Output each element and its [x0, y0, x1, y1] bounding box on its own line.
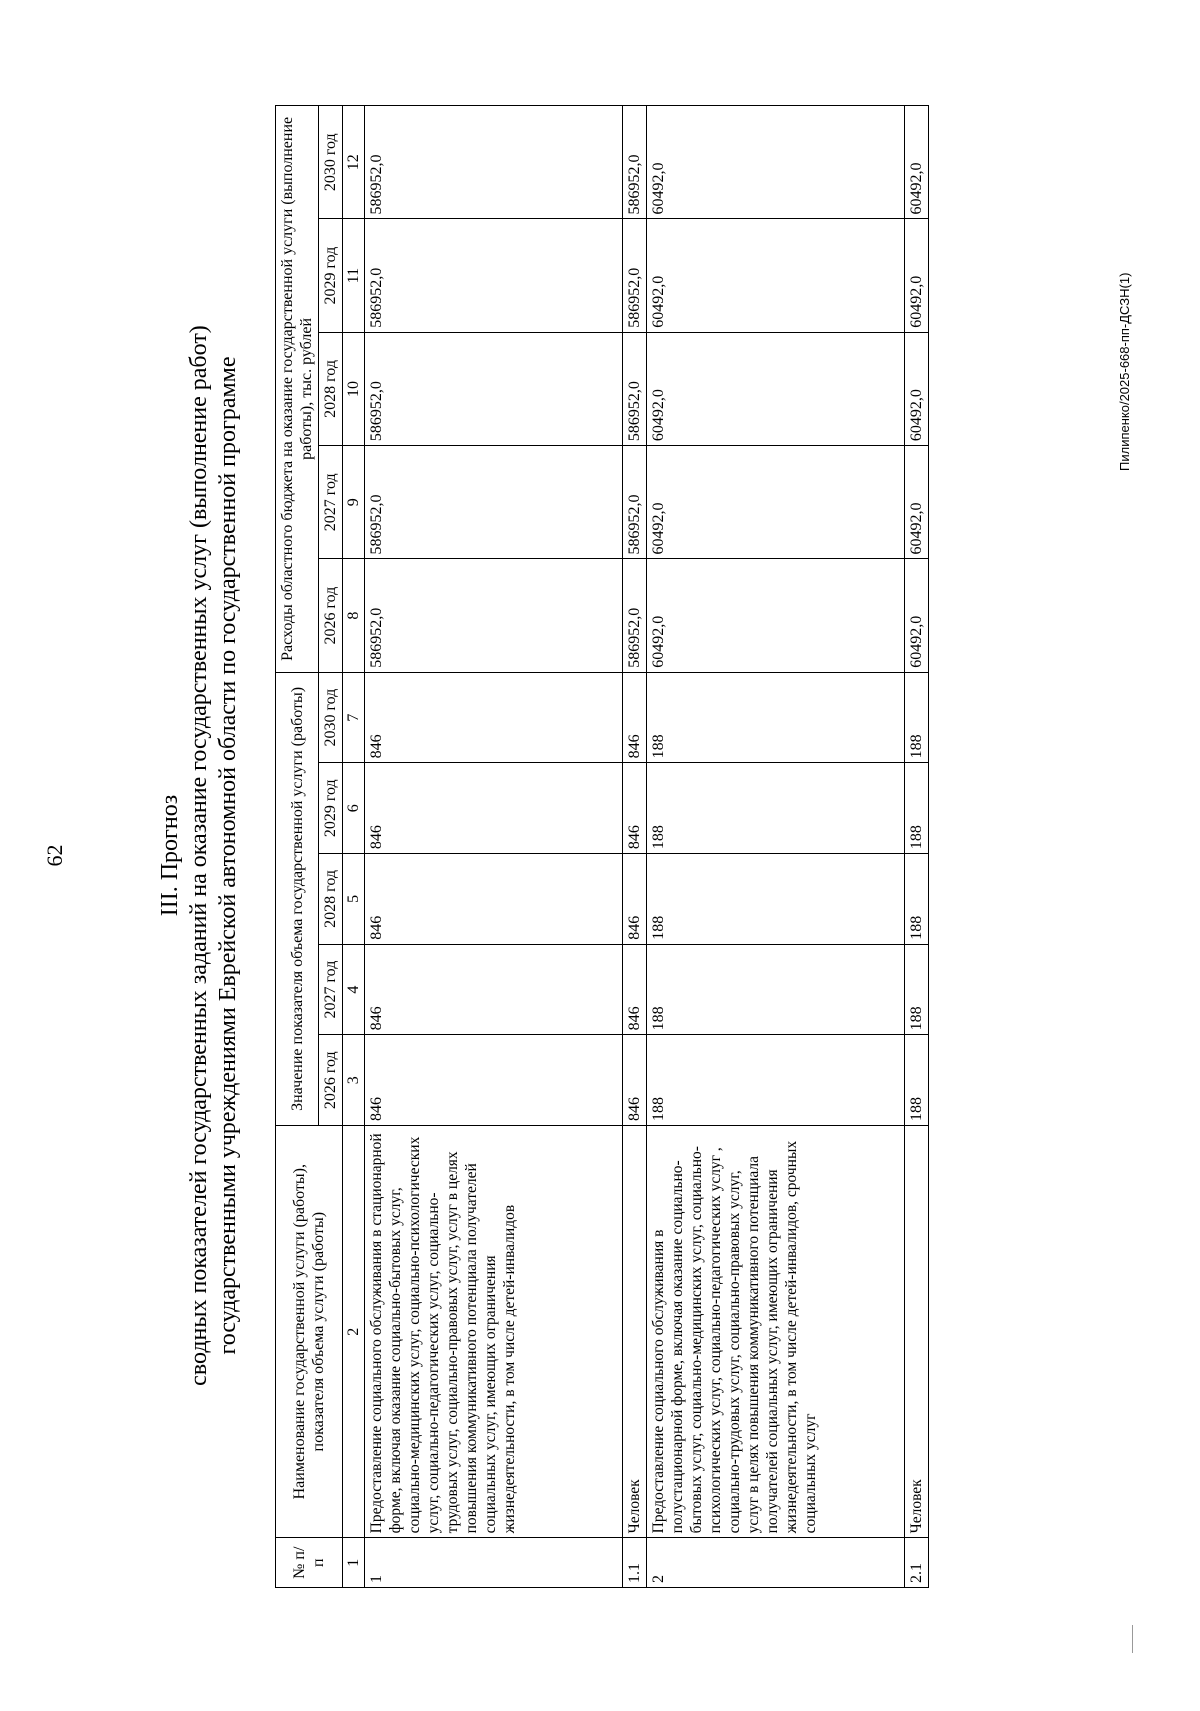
expense-cell: 60492,0 [905, 332, 929, 445]
forecast-table [275, 105, 929, 1588]
header-year: 2028 год [319, 332, 343, 445]
title-line-3: государственными учреждениями Еврейской автономной области по государственной программе [215, 356, 241, 1355]
header-year: 2026 год [319, 1035, 343, 1126]
volume-cell: 188 [905, 672, 929, 763]
volume-cell: 188 [647, 763, 905, 854]
row-name-cell: Человек [905, 1126, 929, 1538]
volume-cell: 846 [365, 763, 623, 854]
volume-cell: 846 [365, 944, 623, 1035]
expense-cell: 60492,0 [647, 446, 905, 559]
volume-cell: 188 [905, 1035, 929, 1126]
column-index: 3 [343, 1035, 365, 1126]
expense-cell: 586952,0 [365, 332, 623, 445]
title-line-1: III. Прогноз [157, 794, 183, 917]
header-year: 2026 год [319, 559, 343, 672]
volume-cell: 846 [623, 854, 647, 945]
document-title [156, 0, 243, 1711]
volume-cell: 188 [905, 763, 929, 854]
column-index: 9 [343, 446, 365, 559]
expense-cell: 586952,0 [365, 446, 623, 559]
column-index: 5 [343, 854, 365, 945]
page-number: 62 [42, 844, 67, 867]
volume-cell: 188 [647, 944, 905, 1035]
volume-cell: 846 [623, 672, 647, 763]
volume-cell: 188 [647, 854, 905, 945]
volume-cell: 846 [365, 854, 623, 945]
document-code: Пилипенко/2025-668-пп-ДСЗН(1) [1117, 272, 1132, 471]
volume-cell: 846 [365, 1035, 623, 1126]
expense-cell: 60492,0 [647, 559, 905, 672]
row-name-cell: Человек [623, 1126, 647, 1538]
column-index: 2 [343, 1126, 365, 1538]
expense-cell: 60492,0 [905, 446, 929, 559]
header-volume-group: Значение показателя объема государственной услуги (работы) [276, 672, 319, 1125]
row-number-cell: 1 [365, 1538, 623, 1588]
row-number-cell: 2 [647, 1538, 905, 1588]
header-name: Наименование государственной услуги (работы), показателя объема услуги (работы) [276, 1126, 343, 1538]
header-year: 2029 год [319, 219, 343, 332]
header-year: 2028 год [319, 854, 343, 945]
expense-cell: 586952,0 [623, 559, 647, 672]
expense-cell: 60492,0 [647, 219, 905, 332]
expense-cell: 60492,0 [905, 559, 929, 672]
column-index: 11 [343, 219, 365, 332]
expense-cell: 586952,0 [623, 106, 647, 219]
row-name-cell: Предоставление социального обслуживания в полустационарной форме, включая оказание социально-бытовых услуг, социально-медицинских услуг, социально-психологических услуг, социально-педагогических услуг , социально-трудовых услуг, социально-правовых услуг, услуг в целях повышения коммуникативного потенциала получателей социальных услуг, имеющих ограничения жизнедеятельности, в том числе детей-инвалидов, срочных социальных услуг [647, 1126, 905, 1538]
header-year: 2030 год [319, 106, 343, 219]
volume-cell: 188 [647, 1035, 905, 1126]
expense-cell: 586952,0 [623, 446, 647, 559]
header-num: № п/п [276, 1538, 343, 1588]
expense-cell: 60492,0 [905, 106, 929, 219]
row-number-cell: 2.1 [905, 1538, 929, 1588]
table-row [623, 106, 647, 1588]
table-body [365, 106, 929, 1588]
volume-cell: 846 [365, 672, 623, 763]
header-year: 2027 год [319, 944, 343, 1035]
expense-cell: 586952,0 [623, 219, 647, 332]
expense-cell: 60492,0 [647, 332, 905, 445]
volume-cell: 846 [623, 763, 647, 854]
title-line-2: сводных показателей государственных заданий на оказание государственных услуг (выполнение работ) [186, 325, 212, 1386]
margin-mark [1132, 1625, 1133, 1653]
header-year: 2029 год [319, 763, 343, 854]
expense-cell: 586952,0 [365, 219, 623, 332]
column-index: 1 [343, 1538, 365, 1588]
column-index: 4 [343, 944, 365, 1035]
table-row [905, 106, 929, 1588]
volume-cell: 188 [905, 854, 929, 945]
column-index: 7 [343, 672, 365, 763]
expense-cell: 60492,0 [905, 219, 929, 332]
column-index: 6 [343, 763, 365, 854]
volume-cell: 188 [647, 672, 905, 763]
column-index: 12 [343, 106, 365, 219]
header-year: 2030 год [319, 672, 343, 763]
table-row [365, 106, 623, 1588]
column-index-row [343, 106, 365, 1588]
volume-cell: 846 [623, 1035, 647, 1126]
row-number-cell: 1.1 [623, 1538, 647, 1588]
volume-cell: 846 [623, 944, 647, 1035]
header-row-1 [276, 106, 319, 1588]
volume-cell: 188 [905, 944, 929, 1035]
column-index: 8 [343, 559, 365, 672]
header-expense-group: Расходы областного бюджета на оказание государственной услуги (выполнение работы), тыс. рублей [276, 106, 319, 673]
expense-cell: 60492,0 [647, 106, 905, 219]
column-index: 10 [343, 332, 365, 445]
expense-cell: 586952,0 [365, 559, 623, 672]
expense-cell: 586952,0 [365, 106, 623, 219]
row-name-cell: Предоставление социального обслуживания в стационарной форме, включая оказание социально-бытовых услуг, социально-медицинских услуг, социально-психологических услуг, социально-педагогических услуг, социально-трудовых услуг, социально-правовых услуг, услуг в целях повышения коммуникативного потенциала получателей социальных услуг, имеющих ограничения жизнедеятельности, в том числе детей-инвалидов [365, 1126, 623, 1538]
header-year: 2027 год [319, 446, 343, 559]
table-row [647, 106, 905, 1588]
expense-cell: 586952,0 [623, 332, 647, 445]
